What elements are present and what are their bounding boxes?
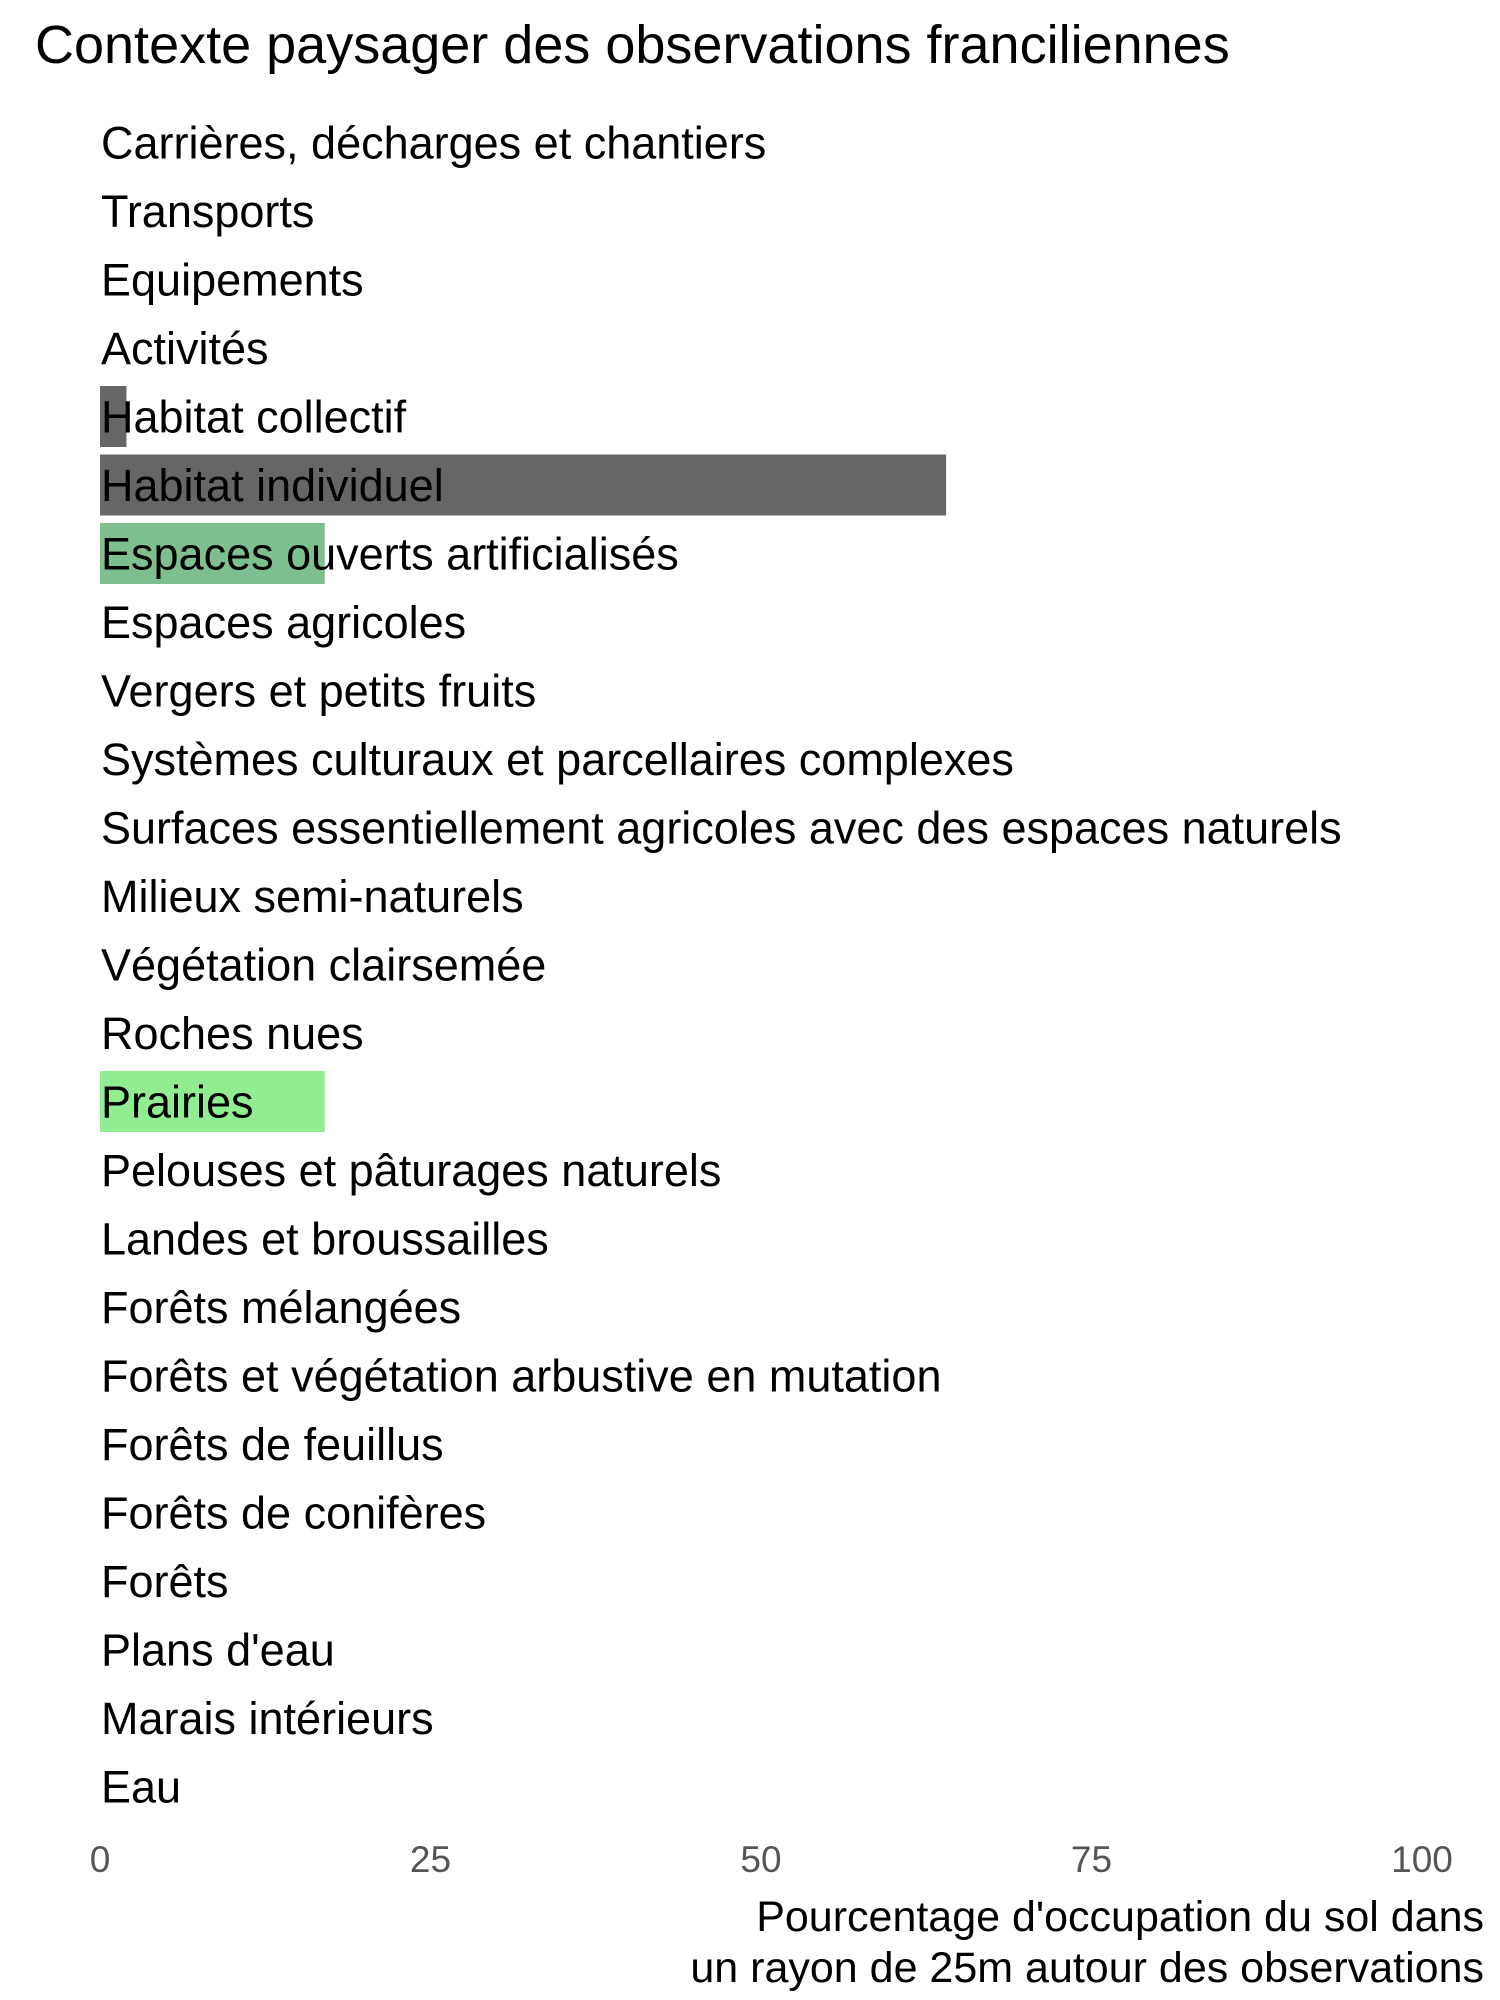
category-label: Vergers et petits fruits	[101, 665, 537, 717]
category-label: Espaces agricoles	[101, 597, 467, 648]
category-label: Forêts de feuillus	[101, 1419, 444, 1470]
category-label: Activités	[101, 323, 269, 374]
x-tick-label: 25	[409, 1839, 452, 1880]
x-tick-label: 75	[1070, 1839, 1113, 1880]
x-axis-ticks	[90, 1839, 1453, 1880]
category-label: Plans d'eau	[101, 1624, 335, 1676]
category-label: Habitat collectif	[101, 391, 407, 443]
category-label: Végétation clairsemée	[101, 939, 547, 991]
x-axis-title-line: Pourcentage d'occupation du sol dans	[756, 1893, 1484, 1941]
category-label: Surfaces essentiellement agricoles avec des espaces naturels	[101, 802, 1342, 854]
category-label: Habitat individuel	[101, 460, 444, 511]
category-label: Systèmes culturaux et parcellaires complexes	[101, 734, 1014, 785]
category-label: Equipements	[101, 254, 364, 306]
category-label: Espaces ouverts artificialisés	[101, 528, 679, 580]
x-axis-title-line: un rayon de 25m autour des observations	[690, 1944, 1484, 1992]
category-label: Landes et broussailles	[101, 1213, 549, 1265]
category-label: Forêts mélangées	[101, 1282, 462, 1333]
category-labels	[101, 118, 1342, 1813]
chart-title: Contexte paysager des observations franciliennes	[35, 15, 1230, 75]
x-tick-label: 100	[1391, 1839, 1453, 1880]
category-label: Prairies	[101, 1076, 254, 1128]
category-label: Transports	[101, 186, 315, 237]
category-label: Pelouses et pâturages naturels	[101, 1145, 722, 1196]
x-axis-title	[690, 1893, 1484, 1992]
category-label: Milieux semi-naturels	[101, 871, 524, 922]
category-label: Forêts et végétation arbustive en mutation	[101, 1350, 942, 1402]
category-label: Eau	[101, 1761, 182, 1813]
x-tick-label: 0	[89, 1839, 111, 1880]
category-label: Marais intérieurs	[101, 1693, 434, 1744]
x-tick-label: 50	[740, 1839, 782, 1880]
category-label: Forêts de conifères	[101, 1487, 487, 1539]
category-label: Roches nues	[101, 1008, 364, 1059]
category-label: Carrières, décharges et chantiers	[101, 117, 767, 169]
category-label: Forêts	[101, 1556, 229, 1607]
